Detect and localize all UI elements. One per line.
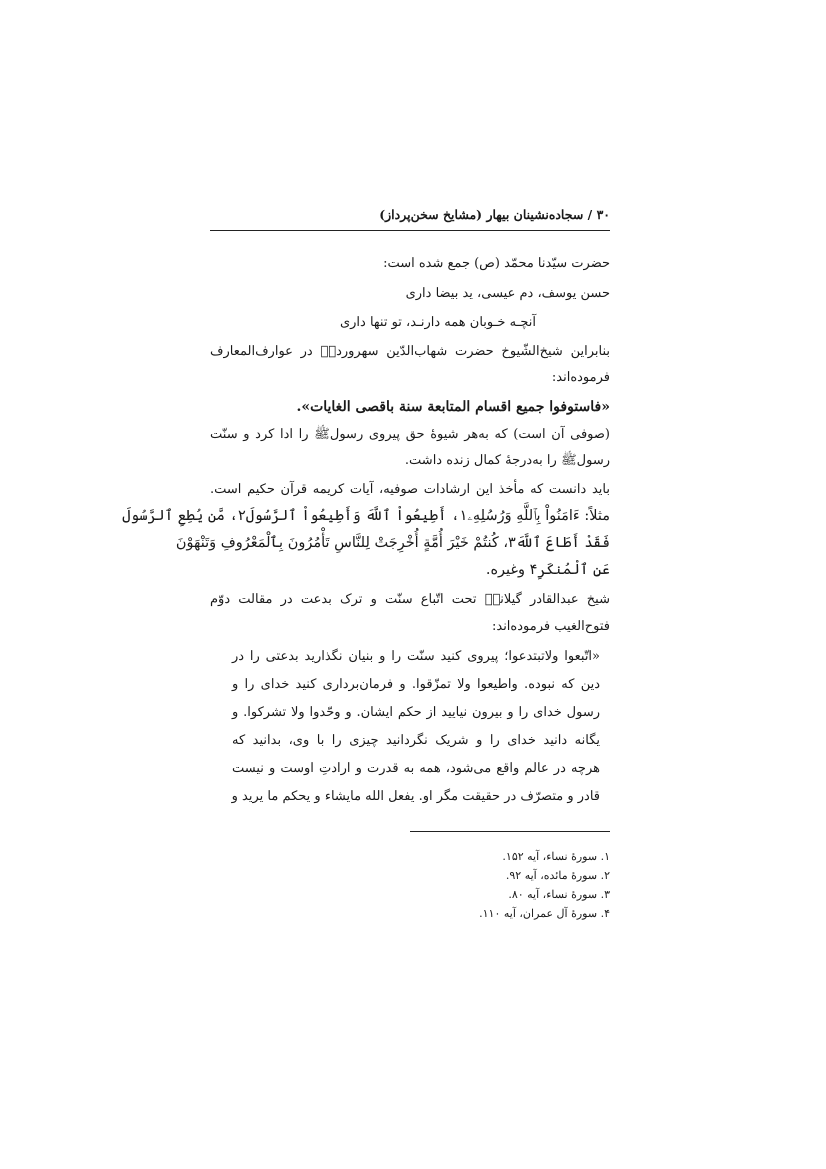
quote-line: رسول خدای را و بیرون نیایید از حکم ایشان. و وحّدوا ولا تشرکوا. و	[232, 705, 600, 720]
quote-line: «اتّبعوا ولاتبتدعوا؛ پیروی کنید سنّت را و بنیان نگذارید بدعتی را در	[232, 649, 600, 664]
running-header: ۳۰ / سجاده‌نشینان بیهار (مشایخ سخن‌پرداز)	[379, 207, 610, 222]
poem-hemistich-2: آنچـه خـوبان همه دارنـد، تو تنها داری	[339, 315, 536, 330]
arabic-quote: «فاستوفوا جمیع اقسام المتابعة سنة باقصی الغایات».	[296, 399, 610, 415]
quote-line: هرچه در عالم واقع می‌شود، همه به قدرت و ارادتِ اوست و نیست	[232, 761, 600, 776]
body-line: فرموده‌اند:	[551, 370, 610, 385]
footnote-rule	[410, 831, 610, 832]
quote-line: یگانه دانید خدای را و شریک نگردانید چیزی را با وی، بدانید که	[232, 733, 600, 748]
body-line: رسولﷺ را به‌درجهٔ کمال زنده داشت.	[404, 453, 610, 468]
quote-line: قادر و متصرّف در حقیقت مگر او. یفعل الله مایشاء و یحکم ما یرید و	[231, 789, 600, 804]
quran-verse-line: فَقَدْ أَطَاعَ ٱللَّهَ۳، كُنتُمْ خَيْرَ أُمَّةٍ أُخْرِجَتْ لِلنَّاسِ تَأْمُرُونَ بِٱلْمَعْرُوفِ وَتَنْهَوْنَ	[175, 535, 610, 551]
body-line: بنابراین شیخ‌الشّیوخ حضرت شهاب‌الدّین سهروردیؒ در عوارف‌المعارف	[210, 344, 610, 359]
body-line: حضرت سیّدنا محمّد (ص) جمع شده است:	[383, 256, 610, 271]
footnote-2: ۲. سورهٔ مائده، آیه ۹۲.	[505, 869, 610, 882]
quran-verse-line: مثلاً: ءَامَنُواْ بِٱللَّهِ وَرُسُلِهِۦ۱، أَطِيعُواْ ٱللَّهَ وَأَطِيعُواْ ٱلرَّسُولَ۲، مَّن يُطِعِ ٱلرَّسُولَ	[122, 508, 610, 524]
poem-hemistich-1: حسن یوسف، دم عیسی، ید بیضا داری	[405, 286, 610, 301]
quote-line: دین که نبوده. واطیعوا ولا تمزّقوا. و فرمان‌برداری کنید خدای را و	[232, 677, 600, 692]
footnote-3: ۳. سورهٔ نساء، آیه ۸۰.	[508, 888, 610, 901]
body-line: (صوفی آن است) که به‌هر شیوهٔ حق پیروی رسولﷺ را ادا کرد و سنّت	[210, 427, 610, 442]
footnote-4: ۴. سورهٔ آل عمران، آیه ۱۱۰.	[479, 907, 610, 920]
footnote-1: ۱. سورهٔ نساء، آیه ۱۵۲.	[502, 850, 610, 863]
quran-verse-line: عَنِ ٱلْمُنكَرِ۴ وغیره.	[485, 562, 610, 578]
header-rule	[210, 230, 610, 231]
body-line: شیخ عبدالقادر گیلانیؓ تحت اتّباع سنّت و ترک بدعت در مقالت دوّم	[210, 592, 610, 607]
body-line: فتوح‌الغیب فرموده‌اند:	[491, 619, 610, 634]
body-line: باید دانست که مأخذ این ارشادات صوفیه، آیات کریمه قرآن حکیم است.	[210, 482, 610, 497]
